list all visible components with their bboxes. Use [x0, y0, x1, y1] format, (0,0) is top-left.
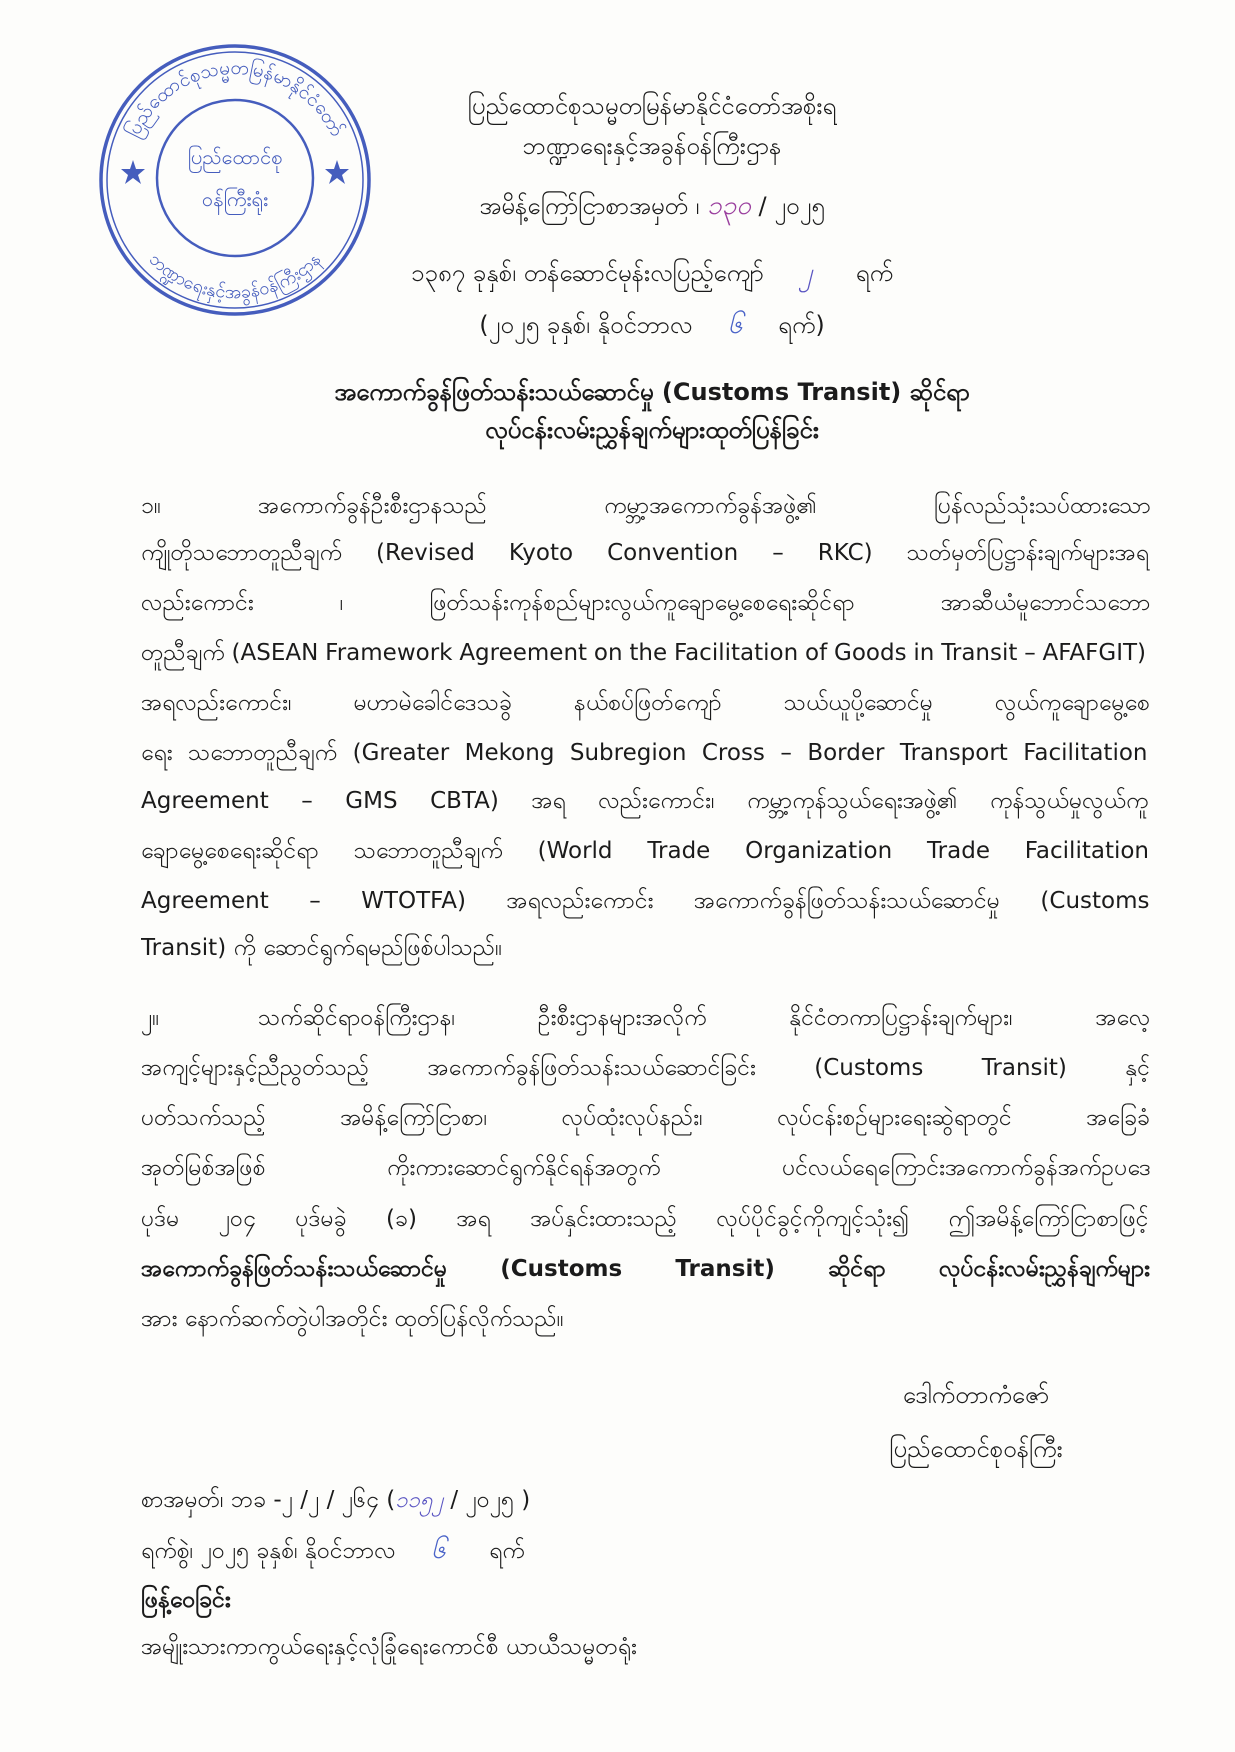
handwritten-letter-number: ၁၁၅၂ — [395, 1488, 444, 1513]
paragraph-1-line — [141, 630, 1152, 676]
paragraph-2-line-text: အား နောက်ဆက်တွဲပါအတိုင်း ထုတ်ပြန်လိုက်သည်။ — [141, 1306, 564, 1332]
handwritten-letter-day: ၆ — [431, 1535, 446, 1565]
paragraph-2-line-text: အကျင့်များနှင့်ညီညွတ်သည့် အကောက်ခွန်ဖြတ်သန်းသယ်ဆောင်ခြင်း (Customs Transit) နှင့် — [141, 1055, 1150, 1081]
paragraph-2-line-text: အကောက်ခွန်ဖြတ်သန်းသယ်ဆောင်မှု (Customs Transit) ဆိုင်ရာ လုပ်ငန်းလမ်းညွှန်ချက်များ — [141, 1256, 1150, 1282]
paragraph-2-line-text: သက်ဆိုင်ရာဝန်ကြီးဌာန၊ ဦးစီးဌာနများအလိုက် နိုင်ငံတကာပြဋ္ဌာန်းချက်များ၊ အလေ့ — [258, 1005, 1151, 1031]
handwritten-myanmar-day: ၂ — [799, 258, 813, 288]
handwritten-notification-number: ၁၃၀ — [707, 191, 751, 221]
paragraph-2-line-text: ပတ်သက်သည့် အမိန့်ကြော်ငြာစာ၊ လုပ်ထုံးလုပ်နည်း၊ လုပ်ငန်းစဉ်များရေးဆွဲရာတွင် အခြေခံ — [141, 1105, 1150, 1131]
notification-number-line — [252, 183, 1052, 229]
paragraph-2-line — [141, 1196, 1152, 1242]
paragraph-2-line — [141, 1095, 1152, 1141]
paragraph-1-line — [141, 580, 1152, 626]
myanmar-date-prefix: ၁၃၈၇ ခုနှစ်၊ တန်ဆောင်မုန်းလပြည့်ကျော် — [410, 259, 764, 287]
document-title-line2-text: လုပ်ငန်းလမ်းညွှန်ချက်များထုတ်ပြန်ခြင်း — [485, 416, 819, 444]
paragraph-1-line — [141, 925, 1152, 971]
myanmar-date-line — [252, 250, 1052, 296]
notification-year: / ၂၀၂၅ — [758, 192, 825, 220]
paragraph-1-line-text: ကျိုတိုသဘောတူညီချက် (Revised Kyoto Convention – RKC) သတ်မှတ်ပြဋ္ဌာန်းချက်များအရ — [141, 540, 1149, 566]
letter-date-suffix: ရက် — [489, 1538, 525, 1564]
paragraph-1-line-text: အရလည်းကောင်း၊ မဟာမဲခေါင်ဒေသခွဲ နယ်စပ်ဖြတ်ကျော် သယ်ယူပို့ဆောင်မှု လွယ်ကူချောမွေ့စေ — [141, 690, 1150, 716]
paragraph-2-line — [258, 995, 1152, 1041]
letter-number-suffix: / ၂၀၂၅ ) — [450, 1487, 531, 1513]
paragraph-1-number — [141, 483, 221, 529]
paragraph-1-line-text: Transit) ကို ဆောင်ရွက်ရမည်ဖြစ်ပါသည်။ — [141, 935, 503, 961]
paragraph-2-number-text: ၂။ — [141, 1005, 160, 1031]
paragraph-1-line — [141, 730, 1152, 776]
paragraph-1-line-text: Agreement – GMS CBTA) အရ လည်းကောင်း၊ ကမ္ဘာ့ကုန်သွယ်ရေးအဖွဲ့၏ ကုန်သွယ်မှုလွယ်ကူ — [141, 788, 1149, 814]
paragraph-2-line — [141, 1296, 1152, 1342]
gregorian-date-line — [252, 302, 1052, 348]
paragraph-1-line — [141, 778, 1152, 824]
paragraph-2-number — [141, 995, 221, 1041]
paragraph-1-line-text: ချောမွေ့စေရေးဆိုင်ရာ သဘောတူညီချက် (World Trade Organization Trade Facilitation — [141, 838, 1149, 864]
document-title-line1-text: အကောက်ခွန်ဖြတ်သန်းသယ်ဆောင်မှု (Customs Transit) ဆိုင်ရာ — [334, 378, 970, 406]
seal-inner-line2: ဝန်ကြီးရုံး — [201, 187, 269, 211]
letter-date-line — [141, 1527, 1041, 1573]
seal-bottom-textpath: ဘဏ္ဍာရေးနှင့်အခွန်ဝန်ကြီးဌာန — [144, 248, 326, 304]
paragraph-1-line — [141, 828, 1152, 874]
paragraph-2-line — [141, 1045, 1152, 1091]
paragraph-1-line-text: တူညီချက် (ASEAN Framework Agreement on the Facilitation of Goods in Transit – AFAFGIT) — [141, 640, 1146, 666]
star-icon — [121, 160, 145, 184]
signatory-name-text: ဒေါက်တာကံဇော် — [902, 1381, 1050, 1409]
signatory-position-text: ပြည်ထောင်စုဝန်ကြီး — [889, 1435, 1063, 1463]
paragraph-1-line-text: Agreement – WTOTFA) အရလည်းကောင်း အကောက်ခွန်ဖြတ်သန်းသယ်ဆောင်မှု (Customs — [141, 888, 1150, 914]
seal-top-textpath: ပြည်ထောင်စုသမ္မတမြန်မာနိုင်ငံတော် — [121, 56, 349, 141]
paragraph-2-line-bold — [141, 1246, 1152, 1292]
paragraph-1-line — [141, 680, 1152, 726]
paragraph-2-line — [141, 1145, 1152, 1191]
paragraph-1-line — [258, 483, 1152, 529]
paragraph-1-number-text: ၁။ — [141, 493, 161, 519]
notification-label: အမိန့်ကြော်ငြာစာအမှတ် ၊ — [479, 192, 700, 220]
document-title-line2 — [252, 407, 1052, 453]
paragraph-1-line-text: ရေး သဘောတူညီချက် (Greater Mekong Subregion Cross – Border Transport Facilitation — [141, 740, 1148, 766]
myanmar-date-suffix: ရက် — [855, 259, 894, 287]
letter-number-prefix: စာအမှတ်၊ ဘခ -၂ /၂ / ၂၆၄ ( — [141, 1487, 396, 1513]
paragraph-2-line-text: ပုဒ်မ ၂၀၄ ပုဒ်မခွဲ (ခ) အရ အပ်နှင်းထားသည့် လုပ်ပိုင်ခွင့်ကိုကျင့်သုံး၍ ဤအမိန့်ကြော်ငြာစာဖြင့် — [141, 1206, 1149, 1232]
paragraph-1-line — [141, 530, 1152, 576]
paragraph-1-line-text: အကောက်ခွန်ဦးစီးဌာနသည် ကမ္ဘာ့အကောက်ခွန်အဖွဲ့၏ ပြန်လည်သုံးသပ်ထားသော — [258, 493, 1151, 519]
letter-date-prefix: ရက်စွဲ၊ ၂၀၂၅ ခုနှစ်၊ နိုဝင်ဘာလ — [141, 1538, 396, 1564]
gregorian-date-suffix: ရက်) — [778, 311, 825, 339]
signatory-name — [826, 1372, 1126, 1418]
handwritten-gregorian-day: ၆ — [727, 310, 743, 340]
distribution-recipient-text: အမျိုးသားကာကွယ်ရေးနှင့်လုံခြုံရေးကောင်စီ ယာယီသမ္မတရုံး — [141, 1634, 637, 1660]
ministry-name — [252, 123, 1052, 169]
distribution-heading-text: ဖြန့်ဝေခြင်း — [141, 1587, 231, 1613]
signatory-position — [826, 1426, 1126, 1472]
ministry-name-text: ဘဏ္ဍာရေးနှင့်အခွန်ဝန်ကြီးဌာန — [522, 132, 782, 160]
paragraph-2-line-text: အုတ်မြစ်အဖြစ် ကိုးကားဆောင်ရွက်နိုင်ရန်အတွက် ပင်လယ်ရေကြောင်းအကောက်ခွန်အက်ဥပဒေ — [141, 1155, 1151, 1181]
gregorian-date-prefix: (၂၀၂၅ ခုနှစ်၊ နိုဝင်ဘာလ — [479, 311, 693, 339]
seal-inner-line1: ပြည်ထောင်စု — [187, 145, 283, 169]
government-name-text: ပြည်ထောင်စုသမ္မတမြန်မာနိုင်ငံတော်အစိုးရ — [467, 92, 837, 120]
distribution-recipient — [141, 1624, 1041, 1670]
distribution-heading — [141, 1577, 1041, 1623]
letter-number-line — [141, 1477, 1041, 1523]
paragraph-1-line — [141, 878, 1152, 924]
paragraph-1-line-text: လည်းကောင်း ၊ ဖြတ်သန်းကုန်စည်များလွယ်ကူချောမွေ့စေရေးဆိုင်ရာ အာဆီယံမူဘောင်သဘော — [141, 590, 1151, 616]
